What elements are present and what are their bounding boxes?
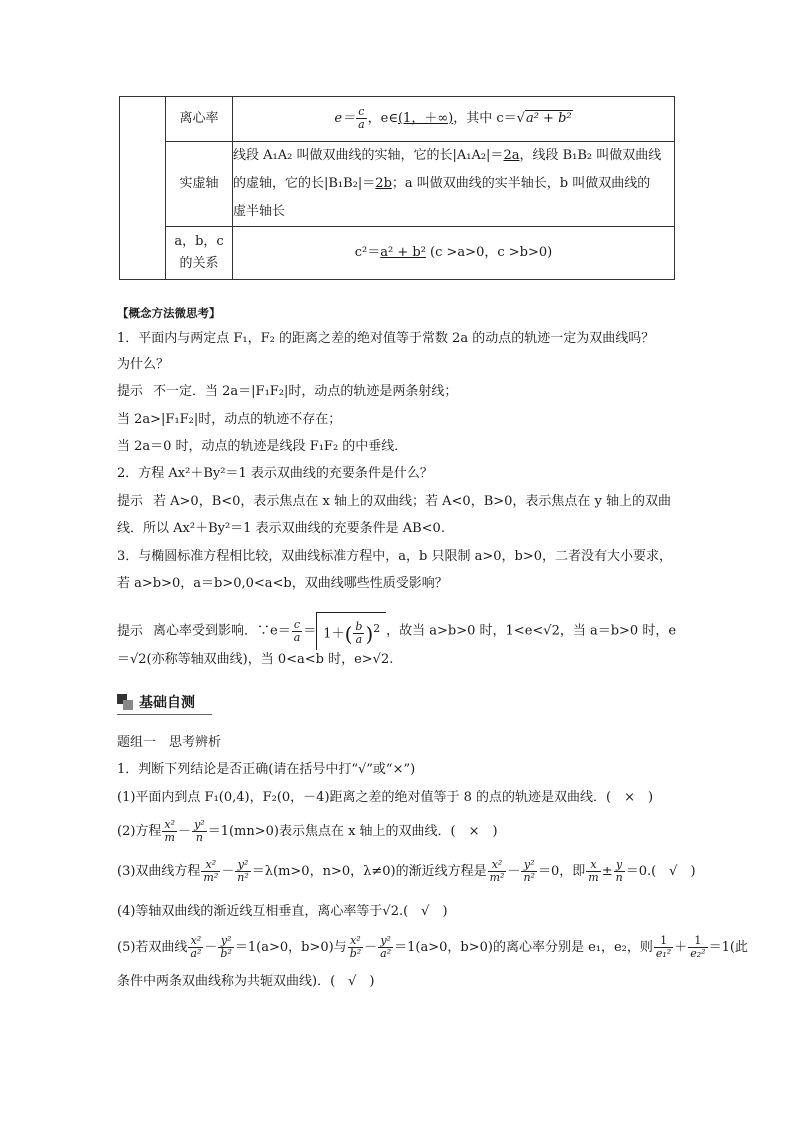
hint-label: 提示: [117, 384, 144, 399]
section-title: [117, 690, 212, 715]
hyperbola-properties-table: [119, 96, 675, 280]
frac-den: e₁²: [655, 947, 672, 960]
frac-den: n²: [237, 871, 249, 884]
frac-num: 1: [654, 935, 673, 948]
interval-blank: (1，＋∞): [397, 111, 454, 126]
axes-content: [233, 142, 675, 227]
question-3-cont: 若 a>b>0，a＝b>0,0<a<b，双曲线哪些性质受影响？: [117, 576, 448, 591]
frac-num: x²: [164, 818, 176, 831]
statement-3: [117, 858, 696, 886]
axes-line1: [233, 142, 674, 170]
fraction-b-over-a: [353, 621, 364, 646]
fraction-c-over-a: [292, 619, 303, 644]
blank-2b: 2b: [375, 176, 392, 191]
fraction: [614, 859, 625, 884]
text: ＝1(a>0，b>0)的离心率分别是 e₁，e₂，则: [394, 940, 653, 955]
frac-num: x²: [188, 935, 203, 948]
fraction: [488, 859, 507, 884]
text: ＝λ(m>0，n>0，λ≠0)的渐近线方程是: [251, 864, 487, 879]
text: (3)双曲线方程: [117, 864, 201, 879]
text: (2)方程: [117, 824, 162, 839]
text: ＝1(mn>0)表示焦点在 x 轴上的双曲线．( × ): [207, 824, 498, 839]
frac-den: b²: [349, 947, 362, 960]
question-1: 1．平面内与两定点 F₁，F₂ 的距离之差的绝对值等于常数 2a 的动点的轨迹一定为双曲线吗？: [117, 331, 655, 346]
row-label-axes: [166, 142, 233, 227]
frac-den: a: [358, 118, 365, 131]
frac-num: x: [586, 859, 600, 872]
table-row-abc: [120, 227, 675, 280]
frac-num: x²: [348, 935, 363, 948]
fraction: [201, 859, 220, 884]
statement-1: (1)平面内到点 F₁(0,4)，F₂(0，－4)距离之差的绝对值等于 8 的点的轨迹是双曲线．( × ): [117, 790, 654, 805]
text: c²＝: [354, 245, 381, 260]
text: ＝0.( √ ): [625, 864, 696, 879]
frac-den: a: [293, 630, 301, 644]
fraction: [235, 859, 251, 884]
e-lhs: e＝: [334, 111, 356, 126]
text: (c >a>0，c >b>0): [425, 245, 553, 260]
frac-den: n: [615, 871, 623, 884]
mid-text: ，其中 c＝: [453, 111, 517, 126]
question-2: 2．方程 Ax²＋By²＝1 表示双曲线的充要条件是什么？: [117, 466, 433, 481]
hint-label: 提示: [117, 623, 144, 639]
frac-den: a²: [190, 947, 202, 960]
fraction: [521, 859, 537, 884]
text: －: [204, 940, 218, 955]
fraction-c-over-a: [356, 106, 367, 131]
blank-a2b2: a² + b²: [380, 245, 426, 260]
statement-5: [117, 934, 748, 962]
sqrt-expression: 1＋( $\frac{b}{a}$ )$^2$: [316, 612, 386, 650]
abc-content: [233, 227, 675, 280]
sep-text: ，e∈: [367, 111, 398, 126]
text: (5)若双曲线: [117, 940, 188, 955]
hint-label: 提示: [117, 494, 144, 509]
statement-2: [117, 818, 677, 846]
group-title: 题组一 思考辨析: [117, 735, 222, 750]
axes-line3: 虚半轴长: [233, 204, 286, 219]
frac-den: m: [164, 831, 175, 844]
statement-5-cont: 条件中两条双曲线称为共轭双曲线)．( √ ): [117, 974, 375, 989]
text: －: [221, 864, 235, 879]
frac-num: y: [614, 859, 625, 872]
answer-1: [117, 382, 677, 402]
table-merged-cell: [120, 97, 166, 280]
frac-den: n: [195, 831, 203, 844]
fraction: [378, 935, 393, 960]
fraction: [162, 819, 177, 844]
frac-den: n²: [523, 871, 535, 884]
answer-3: [117, 612, 677, 650]
frac-num: 1: [688, 935, 707, 948]
fraction: [586, 859, 600, 884]
text: ＝: [303, 623, 317, 639]
text: －: [364, 940, 378, 955]
text: ；a 叫做双曲线的实半轴长，b 叫做双曲线的: [391, 176, 651, 191]
fraction: [348, 935, 363, 960]
row-label-eccentricity: [166, 97, 233, 142]
exponent: 2: [373, 622, 381, 635]
frac-num: x²: [488, 859, 507, 872]
text: ，线段 B₁B₂ 叫做双曲线: [519, 148, 662, 163]
frac-den: a: [355, 633, 363, 647]
frac-den: b²: [220, 947, 232, 960]
axes-line2: [233, 170, 674, 198]
text: ＝1(此: [708, 940, 748, 955]
question-3: 3．与椭圆标准方程相比较，双曲线标准方程中，a，b 只限制 a>0，b>0，二者没有大小要求，: [117, 549, 673, 564]
sqrt-content: a² + b²: [525, 111, 572, 126]
blank-2a: 2a: [503, 148, 520, 163]
text: ＝0，即: [537, 864, 586, 879]
exercise-intro: 1．判断下列结论是否正确(请在括号中打“√”或“×”): [117, 762, 416, 777]
frac-den: m: [588, 871, 599, 884]
frac-den: e₂²: [690, 947, 706, 960]
label-text: 实虚轴: [179, 176, 219, 191]
text: 不一定．当 2a＝|F₁F₂|时，动点的轨迹是两条射线；: [153, 384, 458, 399]
answer-2: [117, 492, 677, 512]
eccentricity-content: e＝ $\frac{c}{a}$ ，e∈(1，＋∞)，其中 c＝√a² + b²: [233, 97, 675, 142]
label-line2: 的关系: [179, 256, 219, 271]
statement-4: (4)等轴双曲线的渐近线互相垂直，离心率等于√2.( √ ): [117, 904, 448, 919]
frac-num: c: [356, 106, 367, 119]
frac-den: m²: [489, 871, 505, 884]
section-title-text: 基础自测: [139, 695, 195, 711]
fraction: [218, 935, 233, 960]
question-1-cont: 为什么？: [117, 357, 170, 372]
fraction: [654, 935, 673, 960]
text: ±: [601, 864, 613, 879]
frac-den: m²: [203, 871, 219, 884]
frac-num: x²: [201, 859, 220, 872]
frac-num: y²: [235, 859, 251, 872]
frac-num: y²: [521, 859, 537, 872]
concept-heading: 【概念方法微思考】: [117, 306, 221, 320]
section-square-icon: [117, 694, 133, 710]
answer-3-cont: ＝√2(亦称等轴双曲线)，当 0<a<b 时，e>√2.: [117, 652, 394, 667]
frac-den: a²: [380, 947, 392, 960]
text: 离心率受到影响．∵e＝: [153, 623, 291, 639]
label-text: 离心率: [179, 111, 219, 126]
answer-1-cont2: 当 2a＝0 时，动点的轨迹是线段 F₁F₂ 的中垂线．: [117, 439, 408, 454]
text: 1＋: [323, 626, 345, 642]
answer-1-cont: 当 2a>|F₁F₂|时，动点的轨迹不存在；: [117, 412, 342, 427]
fraction: [688, 935, 707, 960]
frac-num: y²: [378, 935, 393, 948]
text: 的虚轴，它的长|B₁B₂|＝: [233, 176, 376, 191]
frac-num: b: [355, 620, 363, 634]
table-row-eccentricity: [120, 97, 675, 142]
answer-2-cont: 线．所以 Ax²＋By²＝1 表示双曲线的充要条件是 AB<0.: [117, 521, 445, 536]
fraction: [192, 819, 207, 844]
row-label-abc: [166, 227, 233, 280]
text: ＋: [674, 940, 688, 955]
text: 若 A>0，B<0，表示焦点在 x 轴上的双曲线；若 A<0，B>0，表示焦点在 y 轴上的双曲: [153, 494, 672, 509]
text: －: [507, 864, 521, 879]
table-row-axes: [120, 142, 675, 227]
text: －: [178, 824, 192, 839]
frac-num: y²: [218, 935, 233, 948]
label-line1: a，b，c: [174, 234, 224, 249]
text: 线段 A₁A₂ 叫做双曲线的实轴，它的长|A₁A₂|＝: [233, 148, 504, 163]
text: ＝1(a>0，b>0)与: [234, 940, 347, 955]
frac-num: y²: [194, 818, 205, 831]
text: ，故当 a>b>0 时，1<e<√2，当 a＝b>0 时，e: [386, 623, 677, 639]
frac-num: c: [292, 619, 303, 632]
fraction: [188, 935, 203, 960]
